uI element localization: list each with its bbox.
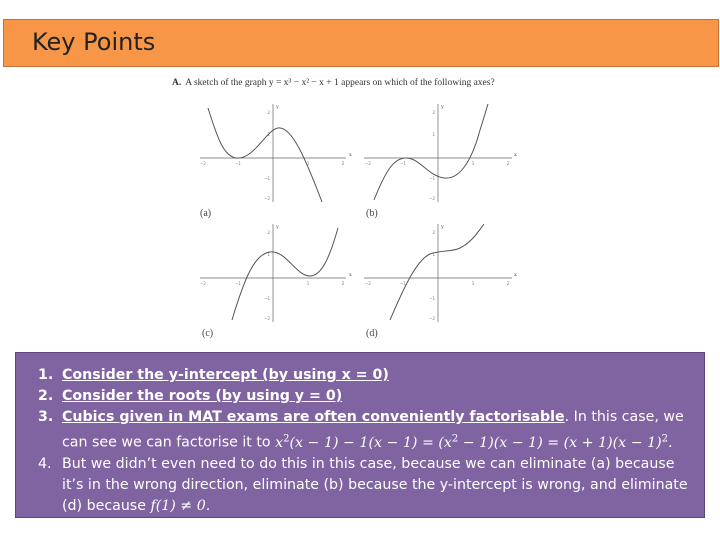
x-tick-label: 1 xyxy=(306,281,310,286)
question-number: A. xyxy=(172,78,182,88)
y-tick-label: 1 xyxy=(432,252,435,257)
x-axis-name: x xyxy=(349,152,352,158)
y-tick-label: −2 xyxy=(429,316,435,321)
x-tick-label: 1 xyxy=(471,161,475,166)
item-number: 3. xyxy=(38,409,54,425)
y-tick-label: −1 xyxy=(429,176,435,181)
x-tick-label: 2 xyxy=(341,281,345,286)
graph-d xyxy=(360,220,520,339)
item-number: 2. xyxy=(38,388,54,404)
slide-title: Key Points xyxy=(32,28,156,56)
graph-b xyxy=(360,100,520,219)
y-tick-label: −2 xyxy=(429,196,435,201)
factorisation-formula: $x^2(x - 1) - 1(x - 1) = (x^2 - 1)(x - 1) = (x + 1)(x - 1)^2$. xyxy=(275,433,673,451)
y-tick-label: 2 xyxy=(432,230,435,235)
item-highlight: Cubics given in MAT exams are often conveniently factorisable xyxy=(62,409,565,425)
graph-a xyxy=(196,100,356,219)
item-number: 1. xyxy=(38,367,54,383)
x-tick-label: 2 xyxy=(506,281,510,286)
y-tick-label: 2 xyxy=(267,230,270,235)
y-axis-name: y xyxy=(441,224,444,230)
y-tick-label: 2 xyxy=(267,110,270,115)
key-points-box xyxy=(15,352,705,518)
graph-label-a: (a) xyxy=(200,208,212,219)
item-text: Consider the roots (by using y = 0) xyxy=(62,388,343,404)
y-axis-name: y xyxy=(276,224,279,230)
x-axis-name: x xyxy=(514,272,517,278)
list-item xyxy=(28,365,696,386)
graph-label-c: (c) xyxy=(202,328,214,339)
graph-c xyxy=(196,220,356,339)
x-tick-label: −1 xyxy=(400,281,406,286)
graph-label-b: (b) xyxy=(366,208,378,219)
y-tick-label: −1 xyxy=(429,296,435,301)
y-tick-label: −2 xyxy=(264,316,270,321)
y-axis-name: y xyxy=(276,104,279,110)
key-points-list xyxy=(28,365,696,517)
y-tick-label: 2 xyxy=(432,110,435,115)
x-tick-label: −1 xyxy=(400,161,406,166)
y-tick-label: 1 xyxy=(267,132,270,137)
item-text: But we didn’t even need to do this in this case, because we can eliminate (a) because it’s in the wrong direction, eliminate (b) because the y-intercept is wrong, and eliminate (d) because xyxy=(62,455,688,514)
graph-label-d: (d) xyxy=(366,328,378,339)
item-text: Consider the y-intercept (by using x = 0) xyxy=(62,367,389,383)
list-item xyxy=(28,386,696,407)
list-item xyxy=(28,407,696,454)
y-tick-label: −1 xyxy=(264,296,270,301)
x-tick-label: −2 xyxy=(365,161,371,166)
x-axis-name: x xyxy=(514,152,517,158)
x-tick-label: −2 xyxy=(200,281,206,286)
y-tick-label: 1 xyxy=(267,252,270,257)
y-tick-label: 1 xyxy=(432,132,435,137)
x-tick-label: −1 xyxy=(235,161,241,166)
question-text: A sketch of the graph y = x³ − x² − x + 1 appears on which of the following axes? xyxy=(185,78,495,88)
item-text: . In this case, we can see we can factorise it to xyxy=(62,409,684,451)
y-axis-name: y xyxy=(441,104,444,110)
list-item xyxy=(28,454,696,517)
y-tick-label: −2 xyxy=(264,196,270,201)
condition-formula: f(1) ≠ 0. xyxy=(150,497,211,514)
title-bar xyxy=(3,19,719,67)
x-tick-label: −2 xyxy=(365,281,371,286)
x-tick-label: −1 xyxy=(235,281,241,286)
x-axis-name: x xyxy=(349,272,352,278)
item-number: 4. xyxy=(38,455,52,472)
x-tick-label: −2 xyxy=(200,161,206,166)
x-tick-label: 1 xyxy=(471,281,475,286)
x-tick-label: 2 xyxy=(341,161,345,166)
y-tick-label: −1 xyxy=(264,176,270,181)
x-tick-label: 1 xyxy=(306,161,310,166)
x-tick-label: 2 xyxy=(506,161,510,166)
question-line xyxy=(172,78,495,88)
